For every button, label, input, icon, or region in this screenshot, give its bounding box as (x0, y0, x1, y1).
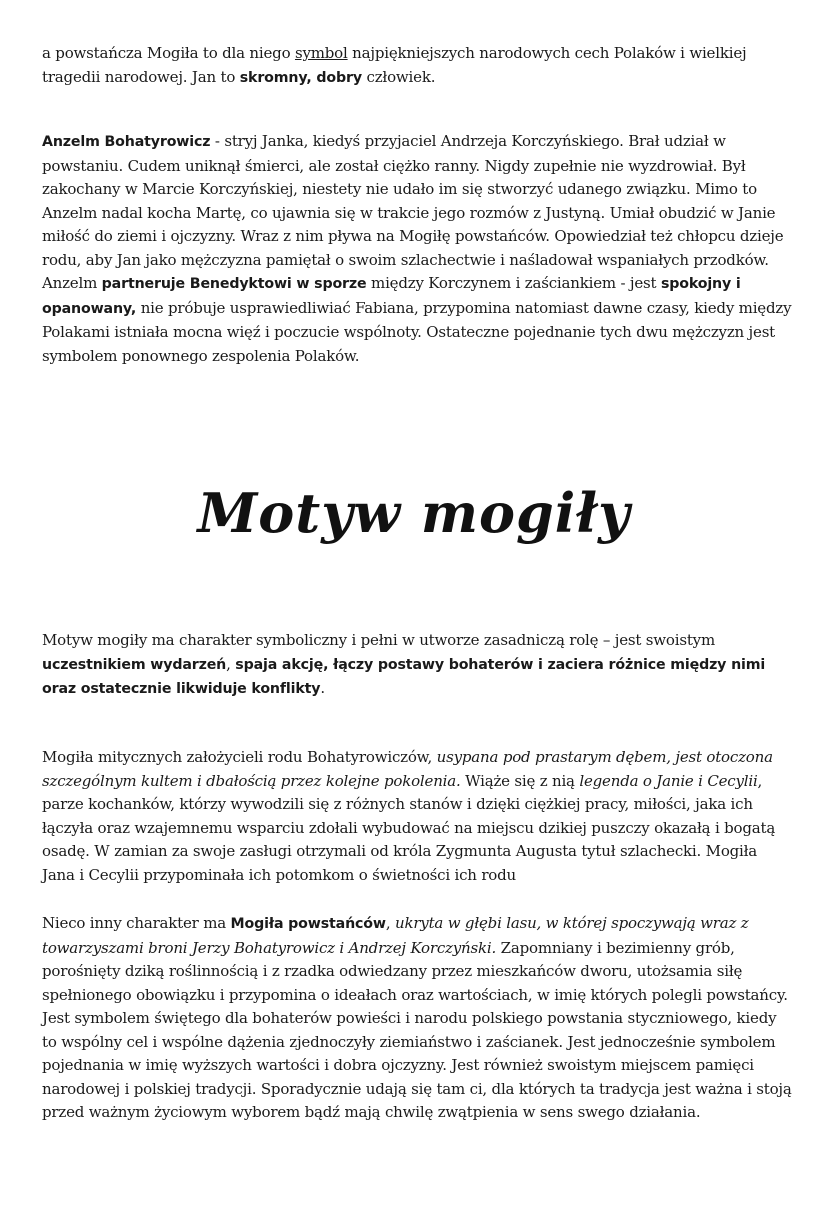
bold-phrase: partneruje Benedyktowi w sporze (101, 276, 367, 292)
text-run: między Korczynem i zaściankiem - jest (366, 274, 661, 292)
text-run: a powstańcza Mogiła to dla niego (42, 44, 295, 62)
text-run: Zapomniany i bezimienny grób, porośnięty dziką roślinnością i z rzadka odwiedzany przez mieszkańców dworu, utożsamia siłę spełnionego obowiązku i przypomina o ideałach oraz wartościach, w imię których polegli powstańcy. Jest symbolem świętego dla bohaterów powieści i narodu polskiego powstania styczniowego, kiedy to wspólny cel i wspólne dążenia zjednoczyły ziemiaństwo i zaścianek. Jest jednocześnie symbolem pojednania w imię wyższych wartości i dobra ojczyzny. Jest również swoistym miejscem pamięci narodowej i polskiej tradycji. Sporadycznie udają się tam ci, dla których ta tradycja jest ważna i stoją przed ważnym życiowym wyborem bądź mają chwilę zwątpienia w sens swego działania. (42, 938, 792, 1121)
paragraph-mogila-zalozycieli (42, 746, 794, 887)
text-run: Wiąże się z nią (460, 771, 580, 790)
bold-phrase: spokojny i opanowany, (42, 276, 741, 317)
paragraph-mogila-powstancow (42, 912, 794, 1125)
paragraph-jan-summary (42, 42, 794, 90)
italic-phrase: ukryta w głębi lasu, w której spoczywają wraz z towarzyszami broni Jerzy Bohatyrowicz i Andrzej Korczyński. (42, 914, 749, 957)
bold-phrase: uczestnikiem wydarzeń (42, 656, 227, 673)
section-heading-motyw-mogily: Motyw mogiły (197, 481, 631, 545)
text-run: nie próbuje usprawiedliwiać Fabiana, przypomina natomiast dawne czasy, kiedy między Polakami istniała mocna więź i poczucie wspólnoty. Ostateczne pojednanie tych dwu mężczyzn jest symbolem ponownego zespolenia Polaków. (42, 298, 792, 365)
bold-phrase: spaja akcję, łączy postawy bohaterów i zaciera różnice między nimi oraz ostatecznie likwiduje konflikty (42, 656, 766, 697)
text-run: Nieco inny charakter ma (42, 914, 231, 932)
text-run: , parze kochanków, którzy wywodzili się z różnych stanów i dzięki ciężkiej pracy, miłości, jaka ich łączyła oraz wzajemnemu wsparciu zdołali wybudować na miejscu dzikiej puszczy okazałą i bogatą osadę. W zamian za swoje zasługi otrzymali od króla Zygmunta Augusta tytuł szlachecki. Mogiła Jana i Cecylii przypominała ich potomkom o świetności ich rodu (42, 771, 776, 884)
text-run: Motyw mogiły ma charakter symboliczny i pełni w utworze zasadniczą rolę – jest swoistym (42, 631, 715, 649)
italic-phrase: legenda o Janie i Cecylii (579, 771, 758, 790)
text-run: - stryj Janka, kiedyś przyjaciel Andrzeja Korczyńskiego. Brał udział w powstaniu. Cudem uniknął śmierci, ale został ciężko ranny. Nigdy zupełnie nie wyzdrowiał. Był zakochany w Marcie Korczyńskiej, niestety nie udało im się stworzyć udanego związku. Mimo to Anzelm nadal kocha Martę, co ujawnia się w trakcie jego rozmów z Justyną. Umiał obudzić w Janie miłość do ziemi i ojczyzny. Wraz z nim pływa na Mogiłę powstańców. Opowiedział też chłopcu dzieje rodu, aby Jan jako mężczyzna pamiętał o swoim szlachectwie i naśladował wspaniałych przodków. Anzelm (42, 132, 784, 292)
text-run: , (226, 654, 236, 673)
symbol-underlined-term: symbol (294, 44, 348, 62)
paragraph-anzelm (42, 130, 794, 368)
bold-phrase: Mogiła powstańców (230, 916, 386, 932)
character-name-anzelm: Anzelm Bohatyrowicz (42, 134, 211, 150)
paragraph-motyw-intro (42, 629, 794, 702)
text-run: człowiek. (361, 67, 436, 86)
text-run: , (385, 914, 395, 932)
text-run: Mogiła mitycznych założycieli rodu Bohatyrowiczów, (42, 748, 437, 766)
italic-phrase: usypana pod prastarym dębem, jest otoczona szczególnym kultem i dbałością przez kolejne pokolenia. (42, 748, 773, 790)
text-run: najpiękniejszych narodowych cech Polaków i wielkiej tragedii narodowej. Jan to (42, 44, 747, 86)
text-run: . (320, 679, 325, 697)
bold-phrase: skromny, dobry (239, 69, 362, 86)
